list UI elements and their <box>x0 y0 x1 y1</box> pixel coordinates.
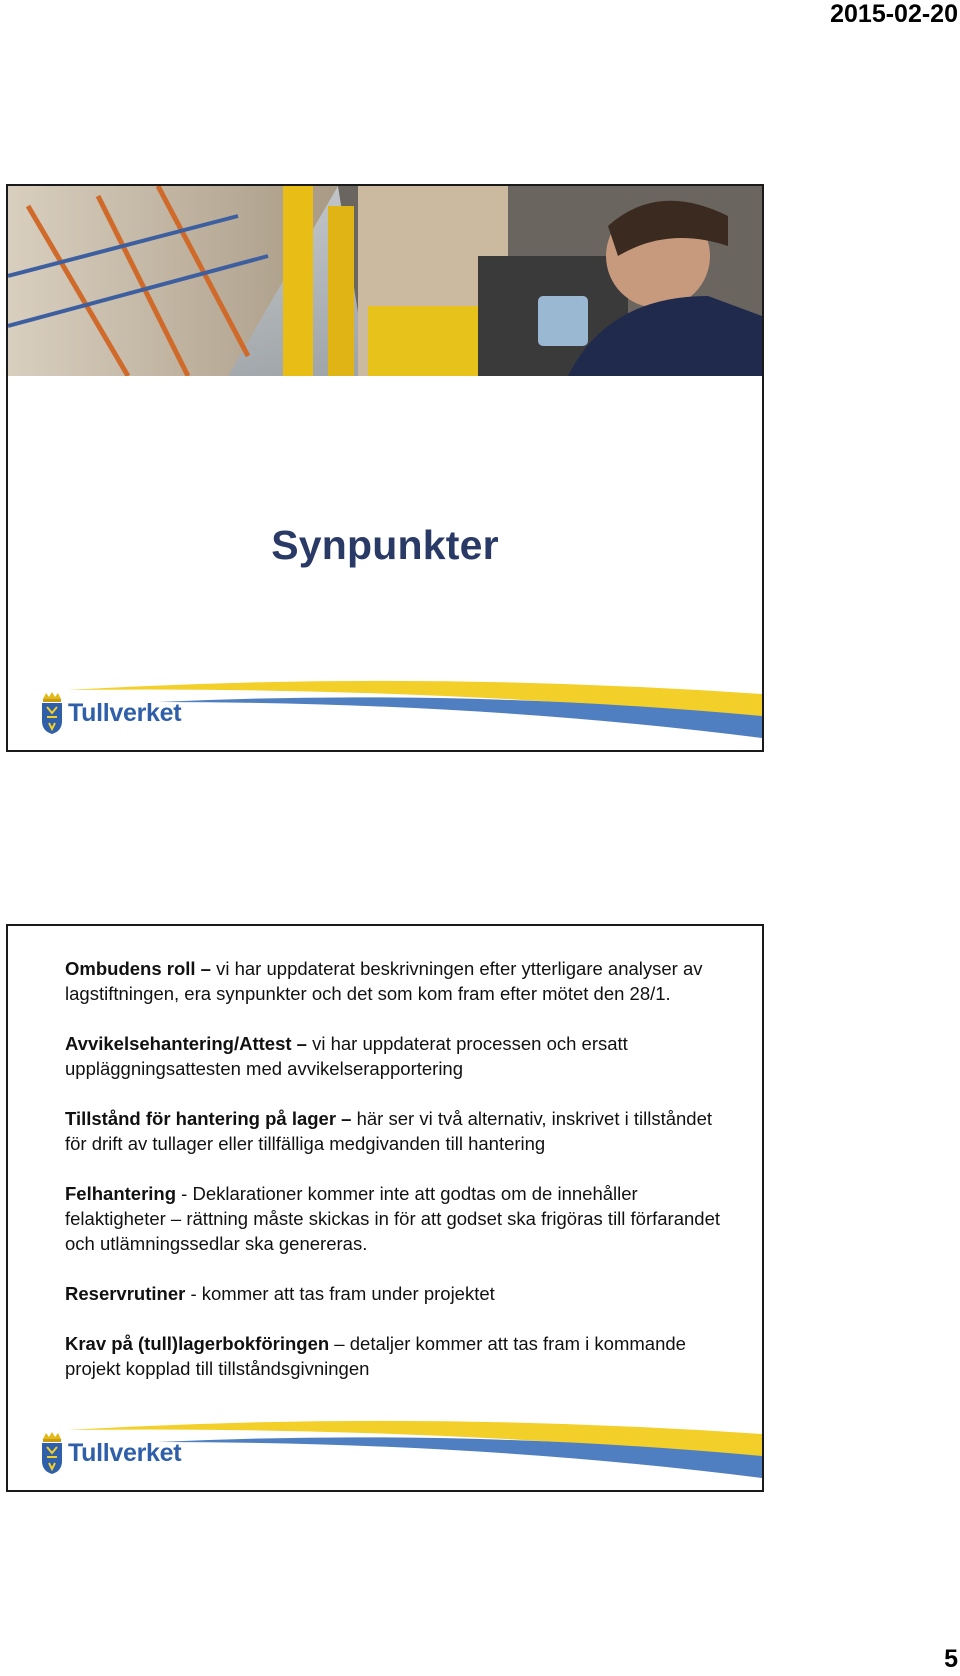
paragraph-text: här ser vi två alternativ, inskrivet i tillståndet för drift av tullager eller tillfälliga medgivanden till hantering <box>65 1108 713 1154</box>
slide-title: Synpunkter <box>271 522 499 568</box>
paragraph-text: – detaljer kommer att tas fram i kommande projekt kopplad till tillståndsgivningen <box>65 1333 686 1379</box>
page-date: 2015-02-20 <box>830 0 958 28</box>
crown-shield-icon <box>40 691 64 735</box>
paragraph-text: vi har uppdaterat processen och ersatt uppläggningsattesten med avvikelserapportering <box>65 1033 628 1079</box>
logo-text: Tullverket <box>68 698 182 727</box>
paragraph-avvikelsehantering <box>65 1031 725 1081</box>
paragraph-text: - Deklarationer kommer inte att godtas om de innehåller felaktigheter – rättning måste skickas in för att godset ska frigöras till förfarandet och utlämningssedlar ska genereras. <box>65 1183 721 1254</box>
slide-content-slide <box>6 924 764 1492</box>
paragraph-text: vi har uppdaterat beskrivningen efter ytterligare analyser av lagstiftningen, era synpunkter och det som kom fram efter mötet den 28/1. <box>65 958 703 1004</box>
paragraph-felhantering <box>65 1181 725 1256</box>
paragraph-heading: Reservrutiner <box>65 1283 186 1304</box>
paragraph-ombudens-roll <box>65 956 725 1006</box>
page-number: 5 <box>944 1645 958 1673</box>
paragraph-text: - kommer att tas fram under projektet <box>185 1283 495 1304</box>
paragraph-lagerbokforing <box>65 1331 725 1381</box>
paragraph-heading: Krav på (tull)lagerbokföringen <box>65 1333 330 1354</box>
paragraph-heading: Tillstånd för hantering på lager – <box>65 1108 352 1129</box>
paragraph-heading: Avvikelsehantering/Attest – <box>65 1033 307 1054</box>
slide-body <box>65 956 725 1381</box>
paragraph-reservrutiner <box>65 1281 725 1306</box>
tullverket-logo <box>40 1428 181 1478</box>
warehouse-photo <box>8 186 762 376</box>
paragraph-heading: Ombudens roll – <box>65 958 211 979</box>
crown-shield-icon <box>40 1431 64 1475</box>
slide-title-slide <box>6 184 764 752</box>
logo-text: Tullverket <box>68 1438 182 1467</box>
tullverket-logo <box>40 688 181 738</box>
paragraph-heading: Felhantering <box>65 1183 177 1204</box>
paragraph-tillstand <box>65 1106 725 1156</box>
